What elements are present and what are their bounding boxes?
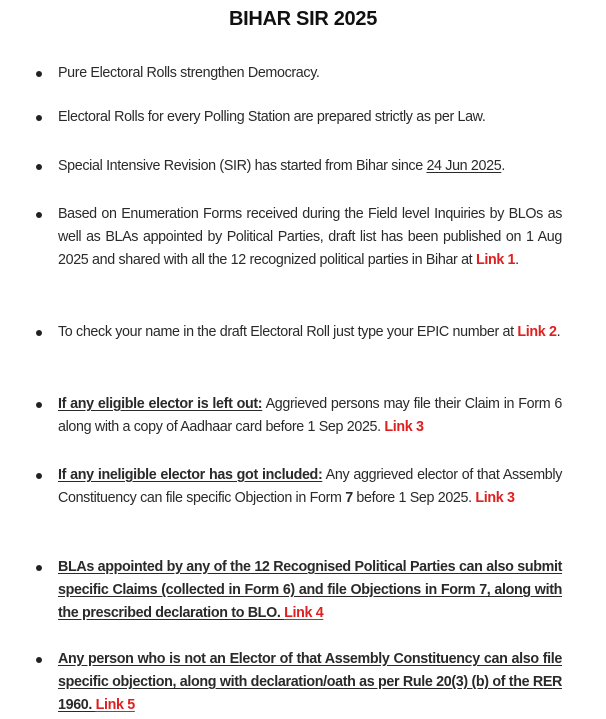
bullet-icon (36, 657, 42, 663)
item-text: BLAs appointed by any of the 12 Recognised Political Parties can also submit specific Claims (collected in Form 6) and file Objections in Form 7, along with the prescribed declaration to BLO. (58, 559, 562, 621)
bullet-icon (36, 330, 42, 336)
list-item: If any ineligible elector has got included: Any aggrieved elector of that Assembly Constituency can file specific Objection in Form 7 before 1 Sep 2025. Link 3 (36, 464, 562, 510)
bullet-icon (36, 115, 42, 121)
form-number: 7 (345, 490, 353, 506)
link-3[interactable]: Link 3 (384, 419, 424, 435)
bullet-icon (36, 565, 42, 571)
list-item (36, 62, 562, 85)
bullet-icon (36, 164, 42, 170)
page-title: BIHAR SIR 2025 (228, 8, 378, 30)
list-item (36, 556, 562, 625)
item-text: Based on Enumeration Forms received during the Field level Inquiries by BLOs as well as BLAs appointed by Political Parties, draft list has been published on 1 Aug 2025 and shared with all the 12 recognized political parties in Bihar at (58, 206, 562, 268)
item-heading: If any ineligible elector has got included: (58, 467, 323, 483)
list-item: Special Intensive Revision (SIR) has started from Bihar since 24 Jun 2025. (36, 155, 562, 178)
link-5[interactable]: Link 5 (95, 697, 135, 713)
item-heading: If any eligible elector is left out: (58, 396, 263, 412)
item-text: Any person who is not an Elector of that Assembly Constituency can also file specific objection, along with declaration/oath as per Rule 20(3) (b) of the RER 1960. (58, 651, 562, 713)
item-text: Aggrieved persons may file their Claim in Form 6 along with a copy of Aadhaar card before 1 Sep 2025. (58, 396, 562, 435)
bullet-icon (36, 473, 42, 479)
list-item (36, 648, 562, 717)
list-item (36, 393, 562, 439)
link-3-objection[interactable]: Link 3 (475, 490, 515, 506)
bullet-icon (36, 212, 42, 218)
item-text: To check your name in the draft Electoral Roll just type your EPIC number at (58, 324, 518, 340)
bullet-icon (36, 402, 42, 408)
item-text: Any aggrieved elector of that Assembly Constituency can file specific Objection in Form (58, 467, 562, 506)
link-2[interactable]: Link 2 (517, 324, 557, 340)
link-1[interactable]: Link 1 (475, 252, 516, 268)
bullet-icon (36, 71, 42, 77)
list-item: Based on Enumeration Forms received during the Field level Inquiries by BLOs as well as BLAs appointed by Political Parties, draft list has been published on 1 Aug 2025 and shared with all the 12 recognized political parties in Bihar at Link 1. (36, 203, 562, 272)
list-item (36, 106, 562, 129)
item-text: Special Intensive Revision (SIR) has started from Bihar since (58, 158, 427, 174)
list-item: To check your name in the draft Electoral Roll just type your EPIC number at Link 2. (36, 321, 562, 344)
item-text: Pure Electoral Rolls strengthen Democracy. (58, 65, 320, 81)
item-text: Electoral Rolls for every Polling Station are prepared strictly as per Law. (58, 109, 486, 125)
start-date: 24 Jun 2025 (426, 158, 502, 174)
link-4[interactable]: Link 4 (284, 605, 324, 621)
